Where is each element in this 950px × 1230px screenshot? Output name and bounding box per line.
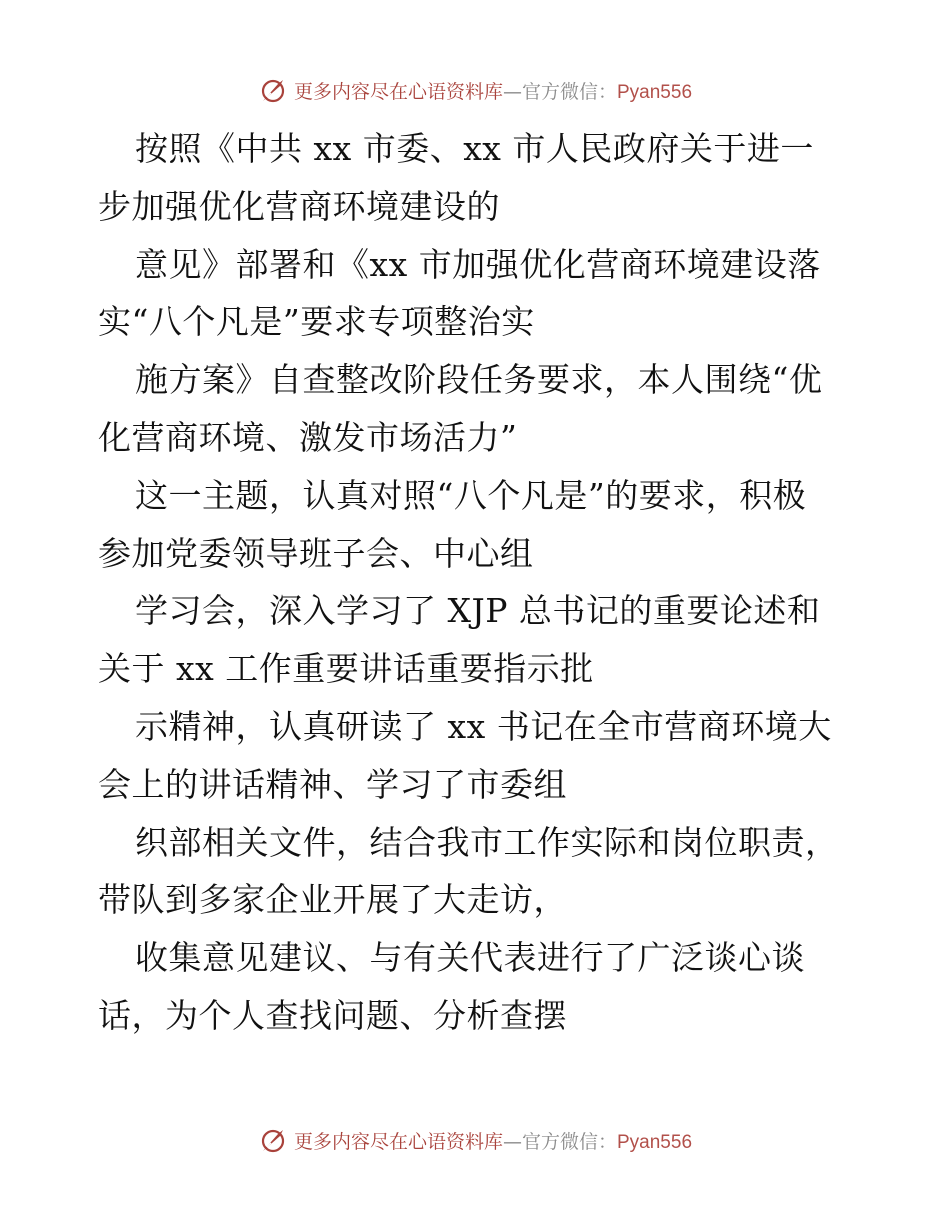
- watermark-brand: 更多内容尽在心语资料库: [293, 1130, 503, 1153]
- watermark-label: 官方微信：: [521, 1130, 617, 1153]
- body-line: 会上的讲话精神、学习了市委组: [98, 764, 567, 804]
- watermark-wechat-id: Pyan556: [617, 1131, 693, 1153]
- body-line: 织部相关文件，结合我市工作实际和岗位职责，: [135, 822, 839, 862]
- body-line: 学习会，深入学习了 XJP 总书记的重要论述和: [135, 591, 821, 631]
- watermark-text: [294, 1127, 692, 1154]
- watermark-separator: —: [502, 1130, 522, 1153]
- body-line: 参加党委领导班子会、中心组: [98, 533, 534, 573]
- body-line: 这一主题，认真对照“八个凡是”的要求，积极: [135, 475, 807, 515]
- body-line: 话，为个人查找问题、分析查摆: [98, 995, 567, 1035]
- quill-pen-logo-icon: [258, 1125, 288, 1155]
- body-line: 带队到多家企业开展了大走访，: [98, 880, 567, 920]
- document-body: [98, 120, 858, 1045]
- body-line: 意见》部署和《xx 市加强优化营商环境建设落: [135, 244, 821, 284]
- body-line: 施方案》自查整改阶段任务要求，本人围绕“优: [135, 360, 823, 400]
- body-line: 示精神，认真研读了 xx 书记在全市营商环境大: [135, 706, 832, 746]
- body-line: 实“八个凡是”要求专项整治实: [98, 302, 535, 342]
- watermark-wechat-id: Pyan556: [617, 81, 693, 103]
- body-line: 化营商环境、激发市场活力”: [98, 417, 518, 457]
- body-line: 步加强优化营商环境建设的: [98, 186, 500, 226]
- watermark-separator: —: [502, 80, 522, 103]
- watermark-label: 官方微信：: [521, 80, 617, 103]
- watermark-text: [294, 77, 692, 104]
- watermark-brand: 更多内容尽在心语资料库: [293, 80, 503, 103]
- body-line: 收集意见建议、与有关代表进行了广泛谈心谈: [135, 938, 805, 978]
- footer-watermark: [0, 1120, 950, 1160]
- quill-pen-logo-icon: [258, 75, 288, 105]
- header-watermark: [0, 70, 950, 110]
- body-line: 关于 xx 工作重要讲话重要指示批: [98, 649, 594, 689]
- body-line: 按照《中共 xx 市委、xx 市人民政府关于进一: [135, 129, 814, 168]
